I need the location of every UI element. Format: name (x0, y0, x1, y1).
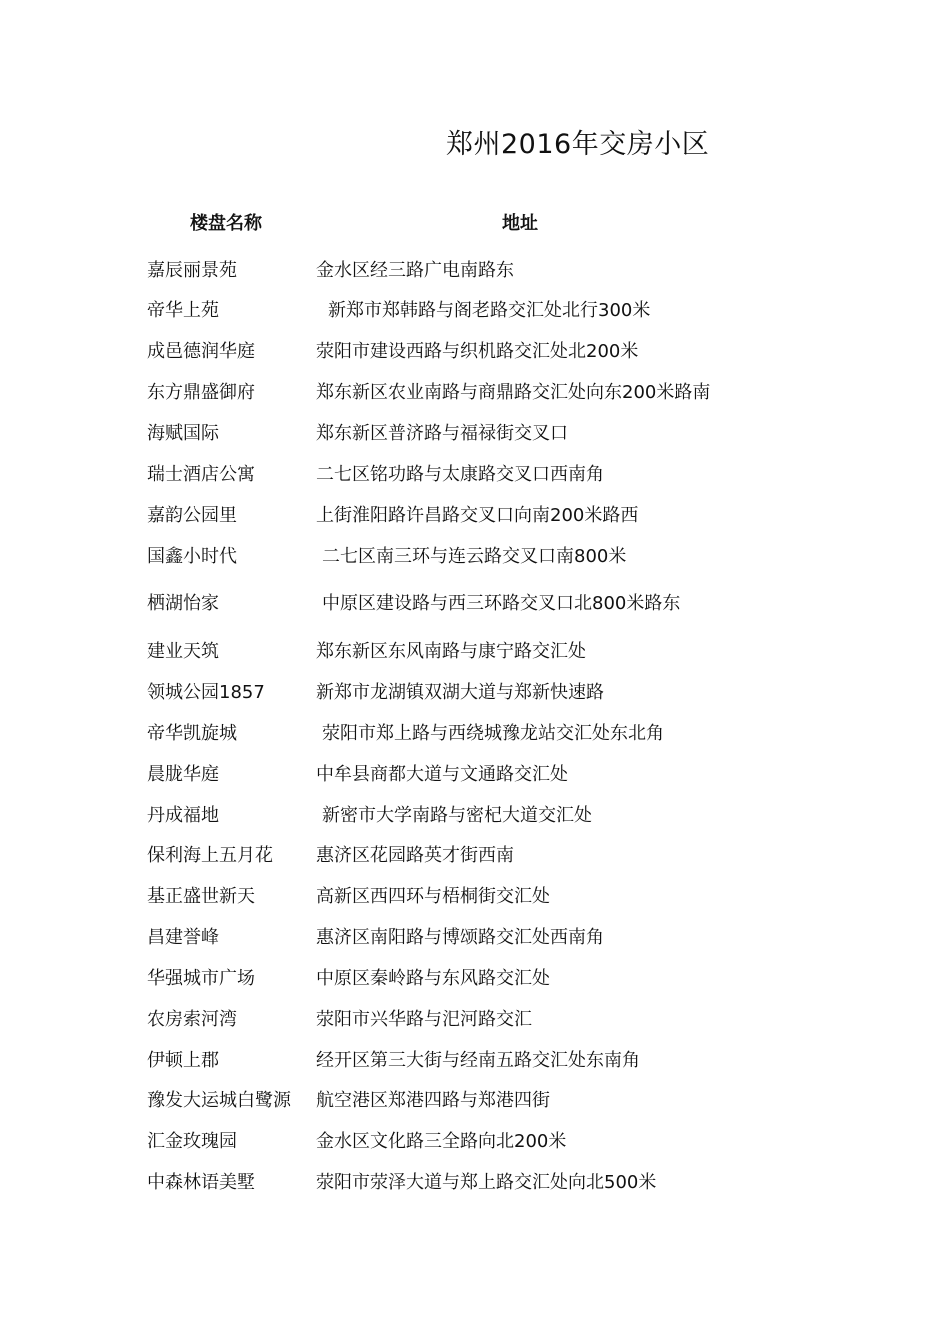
table-row (0, 678, 950, 708)
table-row (0, 542, 950, 572)
row-name: 成邑德润华庭 (147, 341, 255, 362)
row-name: 伊顿上郡 (147, 1050, 219, 1071)
table-row (0, 637, 950, 667)
table-row (0, 923, 950, 953)
row-name: 中森林语美墅 (147, 1172, 255, 1193)
row-address: 郑东新区农业南路与商鼎路交汇处向东200米路南 (316, 382, 711, 403)
table-row (0, 419, 950, 449)
table-row (0, 1127, 950, 1157)
row-address: 二七区南三环与连云路交叉口南800米 (322, 546, 627, 567)
row-name: 昌建誉峰 (147, 927, 219, 948)
row-name: 瑞士酒店公寓 (147, 464, 255, 485)
row-name: 嘉韵公园里 (147, 505, 237, 526)
table-row (0, 256, 950, 286)
table-row (0, 337, 950, 367)
row-name: 豫发大运城白鹭源 (147, 1090, 291, 1111)
row-address: 惠济区南阳路与博颂路交汇处西南角 (316, 927, 604, 948)
page-title: 郑州2016年交房小区 (446, 129, 710, 160)
row-name: 丹成福地 (147, 805, 219, 826)
row-address: 荥阳市荥泽大道与郑上路交汇处向北500米 (316, 1172, 657, 1193)
row-address: 荥阳市郑上路与西绕城豫龙站交汇处东北角 (322, 723, 664, 744)
column-header-address: 地址 (502, 213, 538, 234)
table-row (0, 1086, 950, 1116)
row-address: 新郑市郑韩路与阁老路交汇处北行300米 (328, 300, 651, 321)
row-address: 新郑市龙湖镇双湖大道与郑新快速路 (316, 682, 604, 703)
row-name: 华强城市广场 (147, 968, 255, 989)
row-address: 金水区文化路三全路向北200米 (316, 1131, 567, 1152)
row-address: 郑东新区普济路与福禄街交叉口 (316, 423, 568, 444)
row-address: 郑东新区东风南路与康宁路交汇处 (316, 641, 586, 662)
row-name: 帝华上苑 (147, 300, 219, 321)
table-row (0, 760, 950, 790)
row-address: 上街淮阳路许昌路交叉口向南200米路西 (316, 505, 639, 526)
row-name: 东方鼎盛御府 (147, 382, 255, 403)
row-address: 中原区秦岭路与东风路交汇处 (316, 968, 550, 989)
table-row (0, 1005, 950, 1035)
table-row (0, 964, 950, 994)
row-name: 汇金玫瑰园 (147, 1131, 237, 1152)
row-name: 帝华凯旋城 (147, 723, 237, 744)
row-name: 保利海上五月花 (147, 845, 273, 866)
row-address: 新密市大学南路与密杞大道交汇处 (322, 805, 592, 826)
column-header-name: 楼盘名称 (190, 213, 262, 234)
row-name: 基正盛世新天 (147, 886, 255, 907)
table-row (0, 589, 950, 619)
table-row (0, 841, 950, 871)
row-name: 晨胧华庭 (147, 764, 219, 785)
row-address: 惠济区花园路英才街西南 (316, 845, 514, 866)
row-address: 荥阳市兴华路与汜河路交汇 (316, 1009, 532, 1030)
row-address: 中牟县商都大道与文通路交汇处 (316, 764, 568, 785)
row-address: 二七区铭功路与太康路交叉口西南角 (316, 464, 604, 485)
table-row (0, 801, 950, 831)
row-address: 经开区第三大街与经南五路交汇处东南角 (316, 1050, 640, 1071)
row-address: 高新区西四环与梧桐街交汇处 (316, 886, 550, 907)
table-row (0, 501, 950, 531)
row-address: 金水区经三路广电南路东 (316, 260, 514, 281)
table-row (0, 460, 950, 490)
table-row (0, 296, 950, 326)
row-name: 国鑫小时代 (147, 546, 237, 567)
table-row (0, 882, 950, 912)
row-name: 嘉辰丽景苑 (147, 260, 237, 281)
row-name: 农房索河湾 (147, 1009, 237, 1030)
row-name: 栖湖怡家 (147, 593, 219, 614)
table-row (0, 719, 950, 749)
table-row (0, 1046, 950, 1076)
row-name: 海赋国际 (147, 423, 219, 444)
row-name: 领城公园1857 (147, 682, 265, 703)
row-address: 航空港区郑港四路与郑港四街 (316, 1090, 550, 1111)
row-name: 建业天筑 (147, 641, 219, 662)
row-address: 中原区建设路与西三环路交叉口北800米路东 (322, 593, 681, 614)
table-row (0, 378, 950, 408)
row-address: 荥阳市建设西路与织机路交汇处北200米 (316, 341, 639, 362)
table-row (0, 1168, 950, 1198)
